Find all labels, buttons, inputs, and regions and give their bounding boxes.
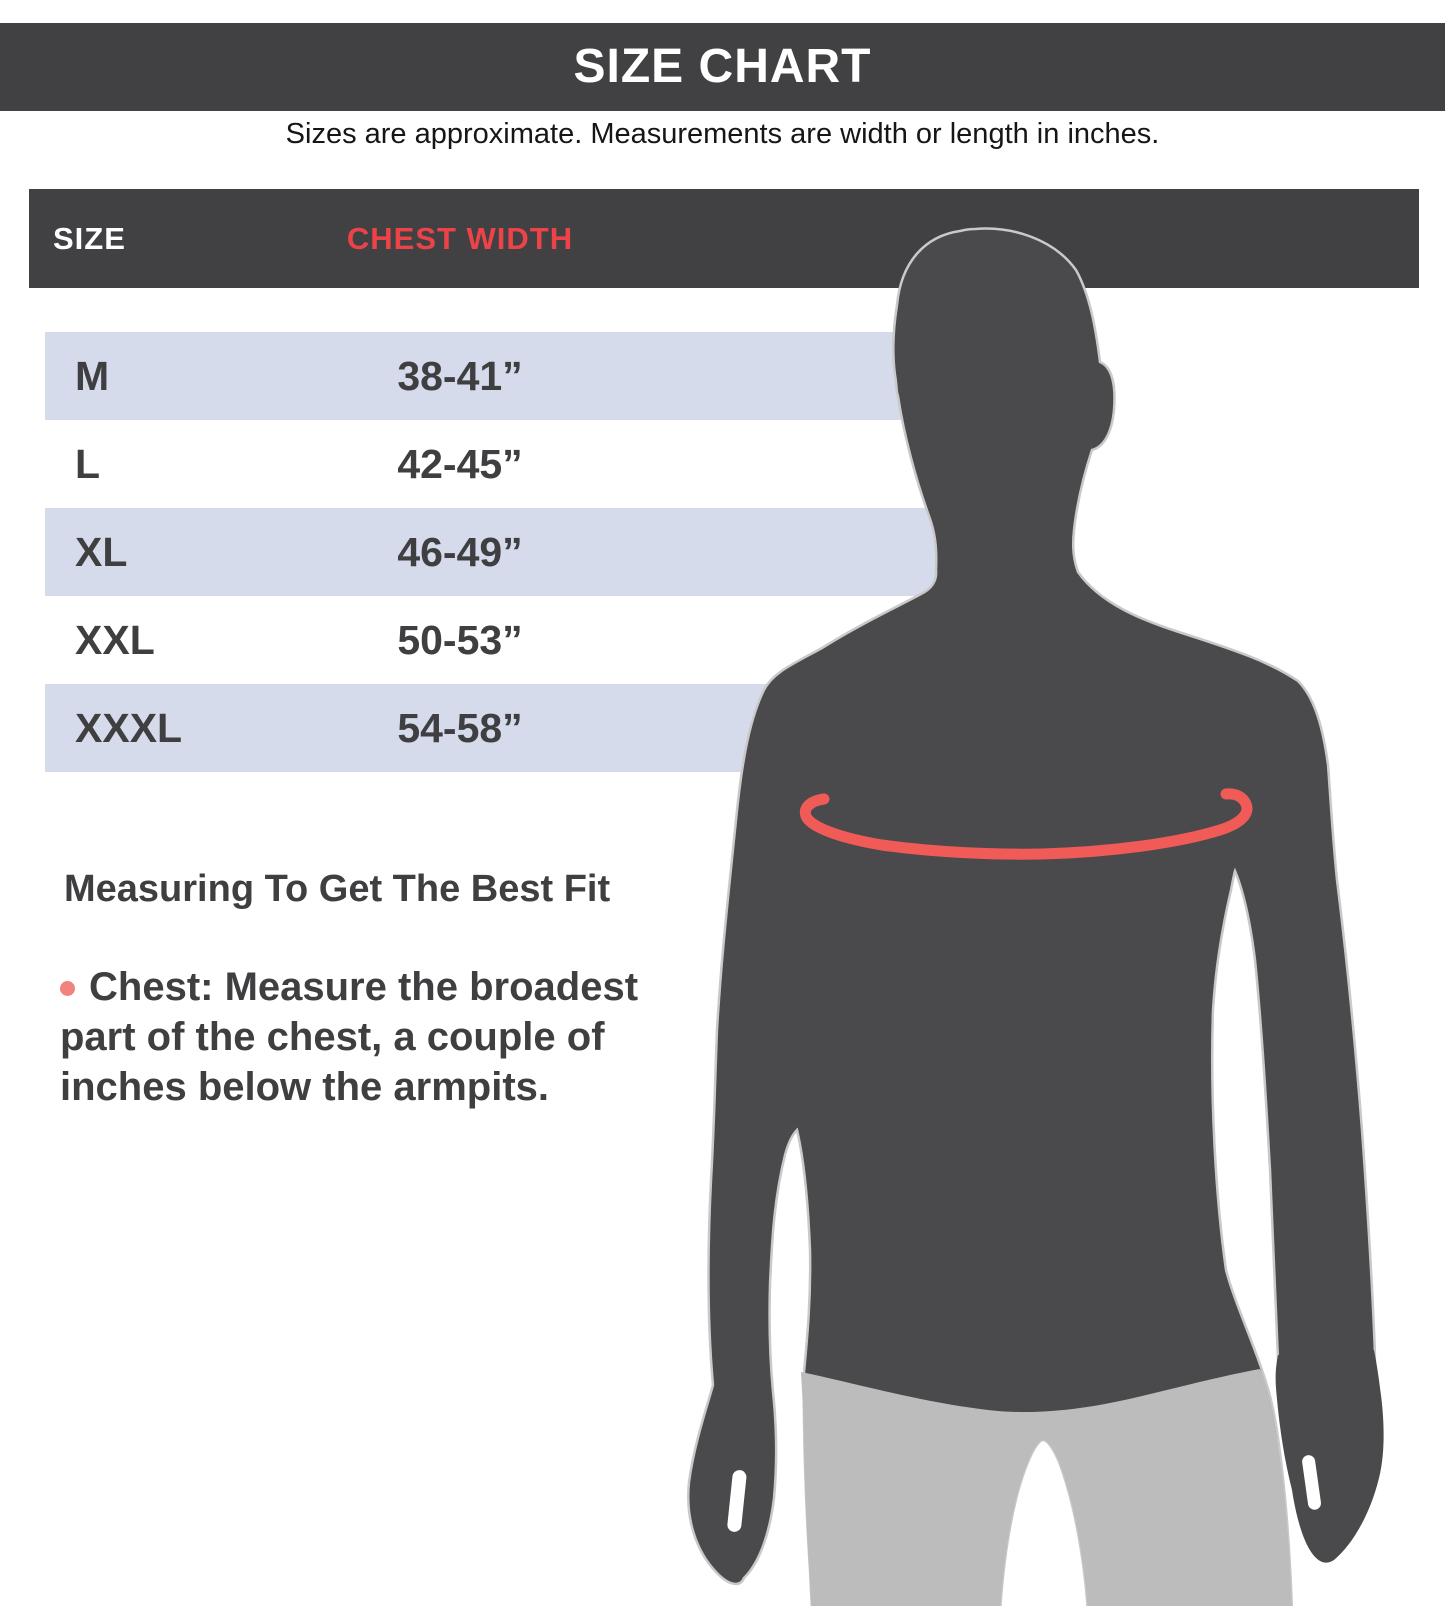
size-cell: XXL bbox=[75, 617, 155, 663]
size-cell: L bbox=[75, 441, 101, 487]
table-row bbox=[45, 332, 935, 420]
bullet-line-text: inches below the armpits. bbox=[60, 1065, 550, 1109]
guide-bullet bbox=[60, 962, 740, 1112]
table-row bbox=[45, 596, 935, 684]
size-table-header-bar bbox=[29, 189, 1419, 288]
table-row bbox=[45, 508, 935, 596]
bullet-line bbox=[60, 1012, 740, 1062]
bullet-line bbox=[60, 1062, 740, 1112]
title-bar bbox=[0, 23, 1445, 111]
chest-width-cell: 54-58” bbox=[397, 705, 523, 751]
right-hand-gap bbox=[1301, 1454, 1322, 1510]
chest-width-column-header: CHEST WIDTH bbox=[346, 221, 574, 256]
table-row bbox=[45, 420, 935, 508]
chest-width-cell: 46-49” bbox=[397, 529, 523, 575]
right-hand-shape bbox=[1276, 1350, 1384, 1563]
guide-heading: Measuring To Get The Best Fit bbox=[64, 868, 611, 910]
pants-shape bbox=[801, 1369, 1292, 1606]
size-table bbox=[45, 332, 935, 772]
size-cell: XL bbox=[75, 529, 128, 575]
size-column-header: SIZE bbox=[53, 221, 126, 256]
chest-width-cell: 38-41” bbox=[397, 353, 523, 399]
bullet-line bbox=[60, 962, 740, 1012]
bullet-line-text: Chest: Measure the broadest bbox=[89, 965, 639, 1009]
subtitle-text: Sizes are approximate. Measurements are width or length in inches. bbox=[285, 118, 1160, 150]
bullet-dot-icon bbox=[60, 981, 75, 996]
size-cell: M bbox=[75, 353, 110, 399]
table-row bbox=[45, 684, 935, 772]
left-hand-gap bbox=[727, 1469, 747, 1532]
bullet-line-text: part of the chest, a couple of bbox=[60, 1015, 605, 1059]
chest-width-cell: 42-45” bbox=[397, 441, 523, 487]
chest-measurement-line bbox=[805, 794, 1247, 854]
size-cell: XXXL bbox=[75, 705, 183, 751]
page-title: SIZE CHART bbox=[573, 40, 872, 93]
chest-width-cell: 50-53” bbox=[397, 617, 523, 663]
